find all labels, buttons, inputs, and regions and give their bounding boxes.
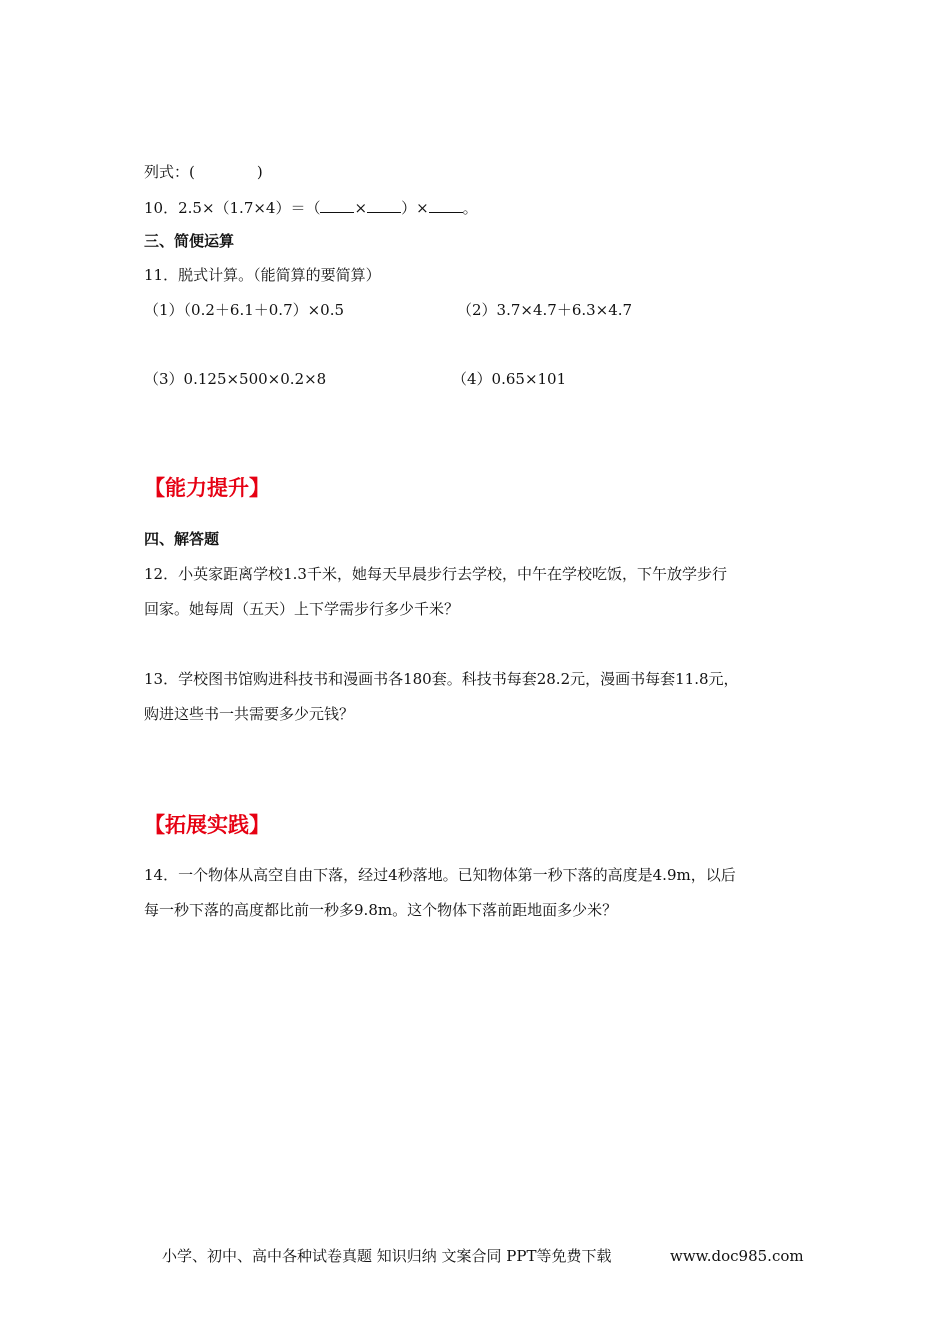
q10-prefix: 10．2.5×（1.7×4）＝（ xyxy=(144,199,321,217)
q10-mid: ）× xyxy=(401,199,429,217)
heading-extension-practice: 【拓展实践】 xyxy=(144,813,270,837)
q10-blank-3[interactable] xyxy=(429,198,463,213)
question-14-line-1: 14．一个物体从高空自由下落，经过4秒落地。已知物体第一秒下落的高度是4.9m，以后 xyxy=(144,866,736,884)
q10-blank-1[interactable] xyxy=(320,198,354,213)
section-3-title: 三、简便运算 xyxy=(144,232,235,250)
q11-part-2: （2）3.7×4.7＋6.3×4.7 xyxy=(457,301,633,319)
q10-blank-2[interactable] xyxy=(367,198,401,213)
q10-times: × xyxy=(354,199,368,217)
question-10 xyxy=(144,198,478,218)
question-13-line-1: 13．学校图书馆购进科技书和漫画书各180套。科技书每套28.2元，漫画书每套11.8元， xyxy=(144,670,739,688)
footer-url[interactable]: www.doc985.com xyxy=(670,1247,804,1265)
question-12-line-2: 回家。她每周（五天）上下学需步行多少千米？ xyxy=(144,600,460,618)
q11-part-1: （1）（0.2＋6.1＋0.7）×0.5 xyxy=(144,301,345,319)
q11-part-3: （3）0.125×500×0.2×8 xyxy=(144,370,327,388)
section-4-title: 四、解答题 xyxy=(144,530,220,548)
q9-close-paren: ) xyxy=(256,163,263,181)
footer-text: 小学、初中、高中各种试卷真题 知识归纳 文案合同 PPT等免费下载 xyxy=(162,1247,612,1265)
question-12-line-1: 12．小英家距离学校1.3千米，她每天早晨步行去学校，中午在学校吃饭，下午放学步行 xyxy=(144,565,727,583)
question-11-stem: 11．脱式计算。（能简算的要简算） xyxy=(144,266,381,284)
q10-end: 。 xyxy=(462,199,478,217)
q11-part-4: （4）0.65×101 xyxy=(452,370,567,388)
q9-formula-line xyxy=(144,162,263,182)
question-14-line-2: 每一秒下落的高度都比前一秒多9.8m。这个物体下落前距地面多少米？ xyxy=(144,901,618,919)
question-13-line-2: 购进这些书一共需要多少元钱？ xyxy=(144,705,355,723)
heading-ability-improvement: 【能力提升】 xyxy=(144,476,270,500)
q9-label: 列式：( xyxy=(144,163,195,181)
